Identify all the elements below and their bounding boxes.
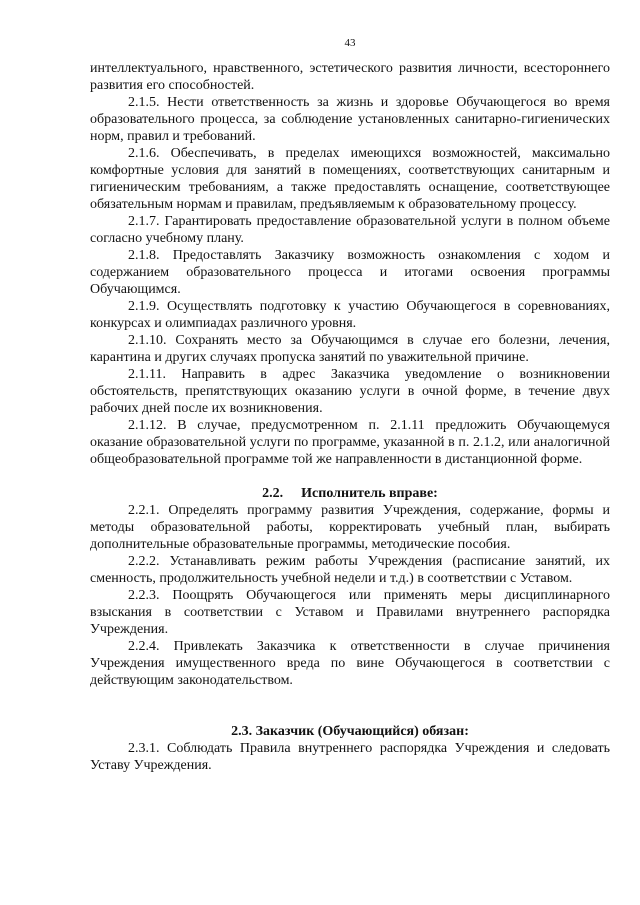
paragraph-continuation: интеллектуального, нравственного, эстетического развития личности, всестороннего развития его способностей. bbox=[90, 61, 610, 93]
paragraph-2-2-4: 2.2.4. Привлекать Заказчика к ответственности в случае причинения Учреждения имущественного вреда по вине Обучающегося в соответствии с действующим законодательством. bbox=[90, 639, 610, 688]
spacer bbox=[90, 689, 610, 723]
paragraph-2-1-11: 2.1.11. Направить в адрес Заказчика уведомление о возникновении обстоятельств, препятствующих оказанию услуги в очной форме, в течение двух рабочих дней после их возникновения. bbox=[90, 367, 610, 416]
paragraph-2-2-2: 2.2.2. Устанавливать режим работы Учреждения (расписание занятий, их сменность, продолжительность учебной недели и т.д.) в соответствии с Уставом. bbox=[90, 554, 610, 586]
paragraph-2-3-1: 2.3.1. Соблюдать Правила внутреннего распорядка Учреждения и следовать Уставу Учреждения. bbox=[90, 741, 610, 773]
paragraph-2-1-12: 2.1.12. В случае, предусмотренном п. 2.1.11 предложить Обучающемуся оказание образовательной услуги по программе, указанной в п. 2.1.2, или аналогичной общеобразовательной программе той же направленности в дистанционной форме. bbox=[90, 418, 610, 467]
section-heading-2-2 bbox=[90, 485, 610, 502]
document-page bbox=[90, 36, 610, 774]
section-heading-2-3: 2.3. Заказчик (Обучающийся) обязан: bbox=[231, 724, 469, 739]
paragraph-2-2-1: 2.2.1. Определять программу развития Учреждения, содержание, формы и методы образовательной работы, корректировать учебный план, выбирать дополнительные образовательные программы, методические пособия. bbox=[90, 503, 610, 552]
page-number: 43 bbox=[344, 37, 356, 49]
spacer bbox=[90, 468, 610, 485]
paragraph-2-1-5: 2.1.5. Нести ответственность за жизнь и здоровье Обучающегося во время образовательного процесса, за соблюдение установленных санитарно-гигиенических норм, правил и требований. bbox=[90, 95, 610, 144]
section-title: Исполнитель вправе: bbox=[301, 486, 438, 501]
paragraph-2-1-7: 2.1.7. Гарантировать предоставление образовательной услуги в полном объеме согласно учебному плану. bbox=[90, 214, 610, 246]
paragraph-2-1-6: 2.1.6. Обеспечивать, в пределах имеющихся возможностей, максимально комфортные условия для занятий в помещениях, соответствующих санитарным и гигиеническим требованиям, а также предоставлять оснащение, соответствующее обязательным нормам и правилам, предъявляемым к образовательному процессу. bbox=[90, 146, 610, 212]
paragraph-2-2-3: 2.2.3. Поощрять Обучающегося или применять меры дисциплинарного взыскания в соответствии с Уставом и Правилами внутреннего распорядка Учреждения. bbox=[90, 588, 610, 637]
paragraph-2-1-8: 2.1.8. Предоставлять Заказчику возможность ознакомления с ходом и содержанием образовательного процесса и итогами освоения программы Обучающимся. bbox=[90, 248, 610, 297]
section-number: 2.2. bbox=[262, 486, 284, 501]
paragraph-2-1-10: 2.1.10. Сохранять место за Обучающимся в случае его болезни, лечения, карантина и других случаях пропуска занятий по уважительной причине. bbox=[90, 333, 610, 365]
paragraph-2-1-9: 2.1.9. Осуществлять подготовку к участию Обучающегося в соревнованиях, конкурсах и олимпиадах различного уровня. bbox=[90, 299, 610, 331]
